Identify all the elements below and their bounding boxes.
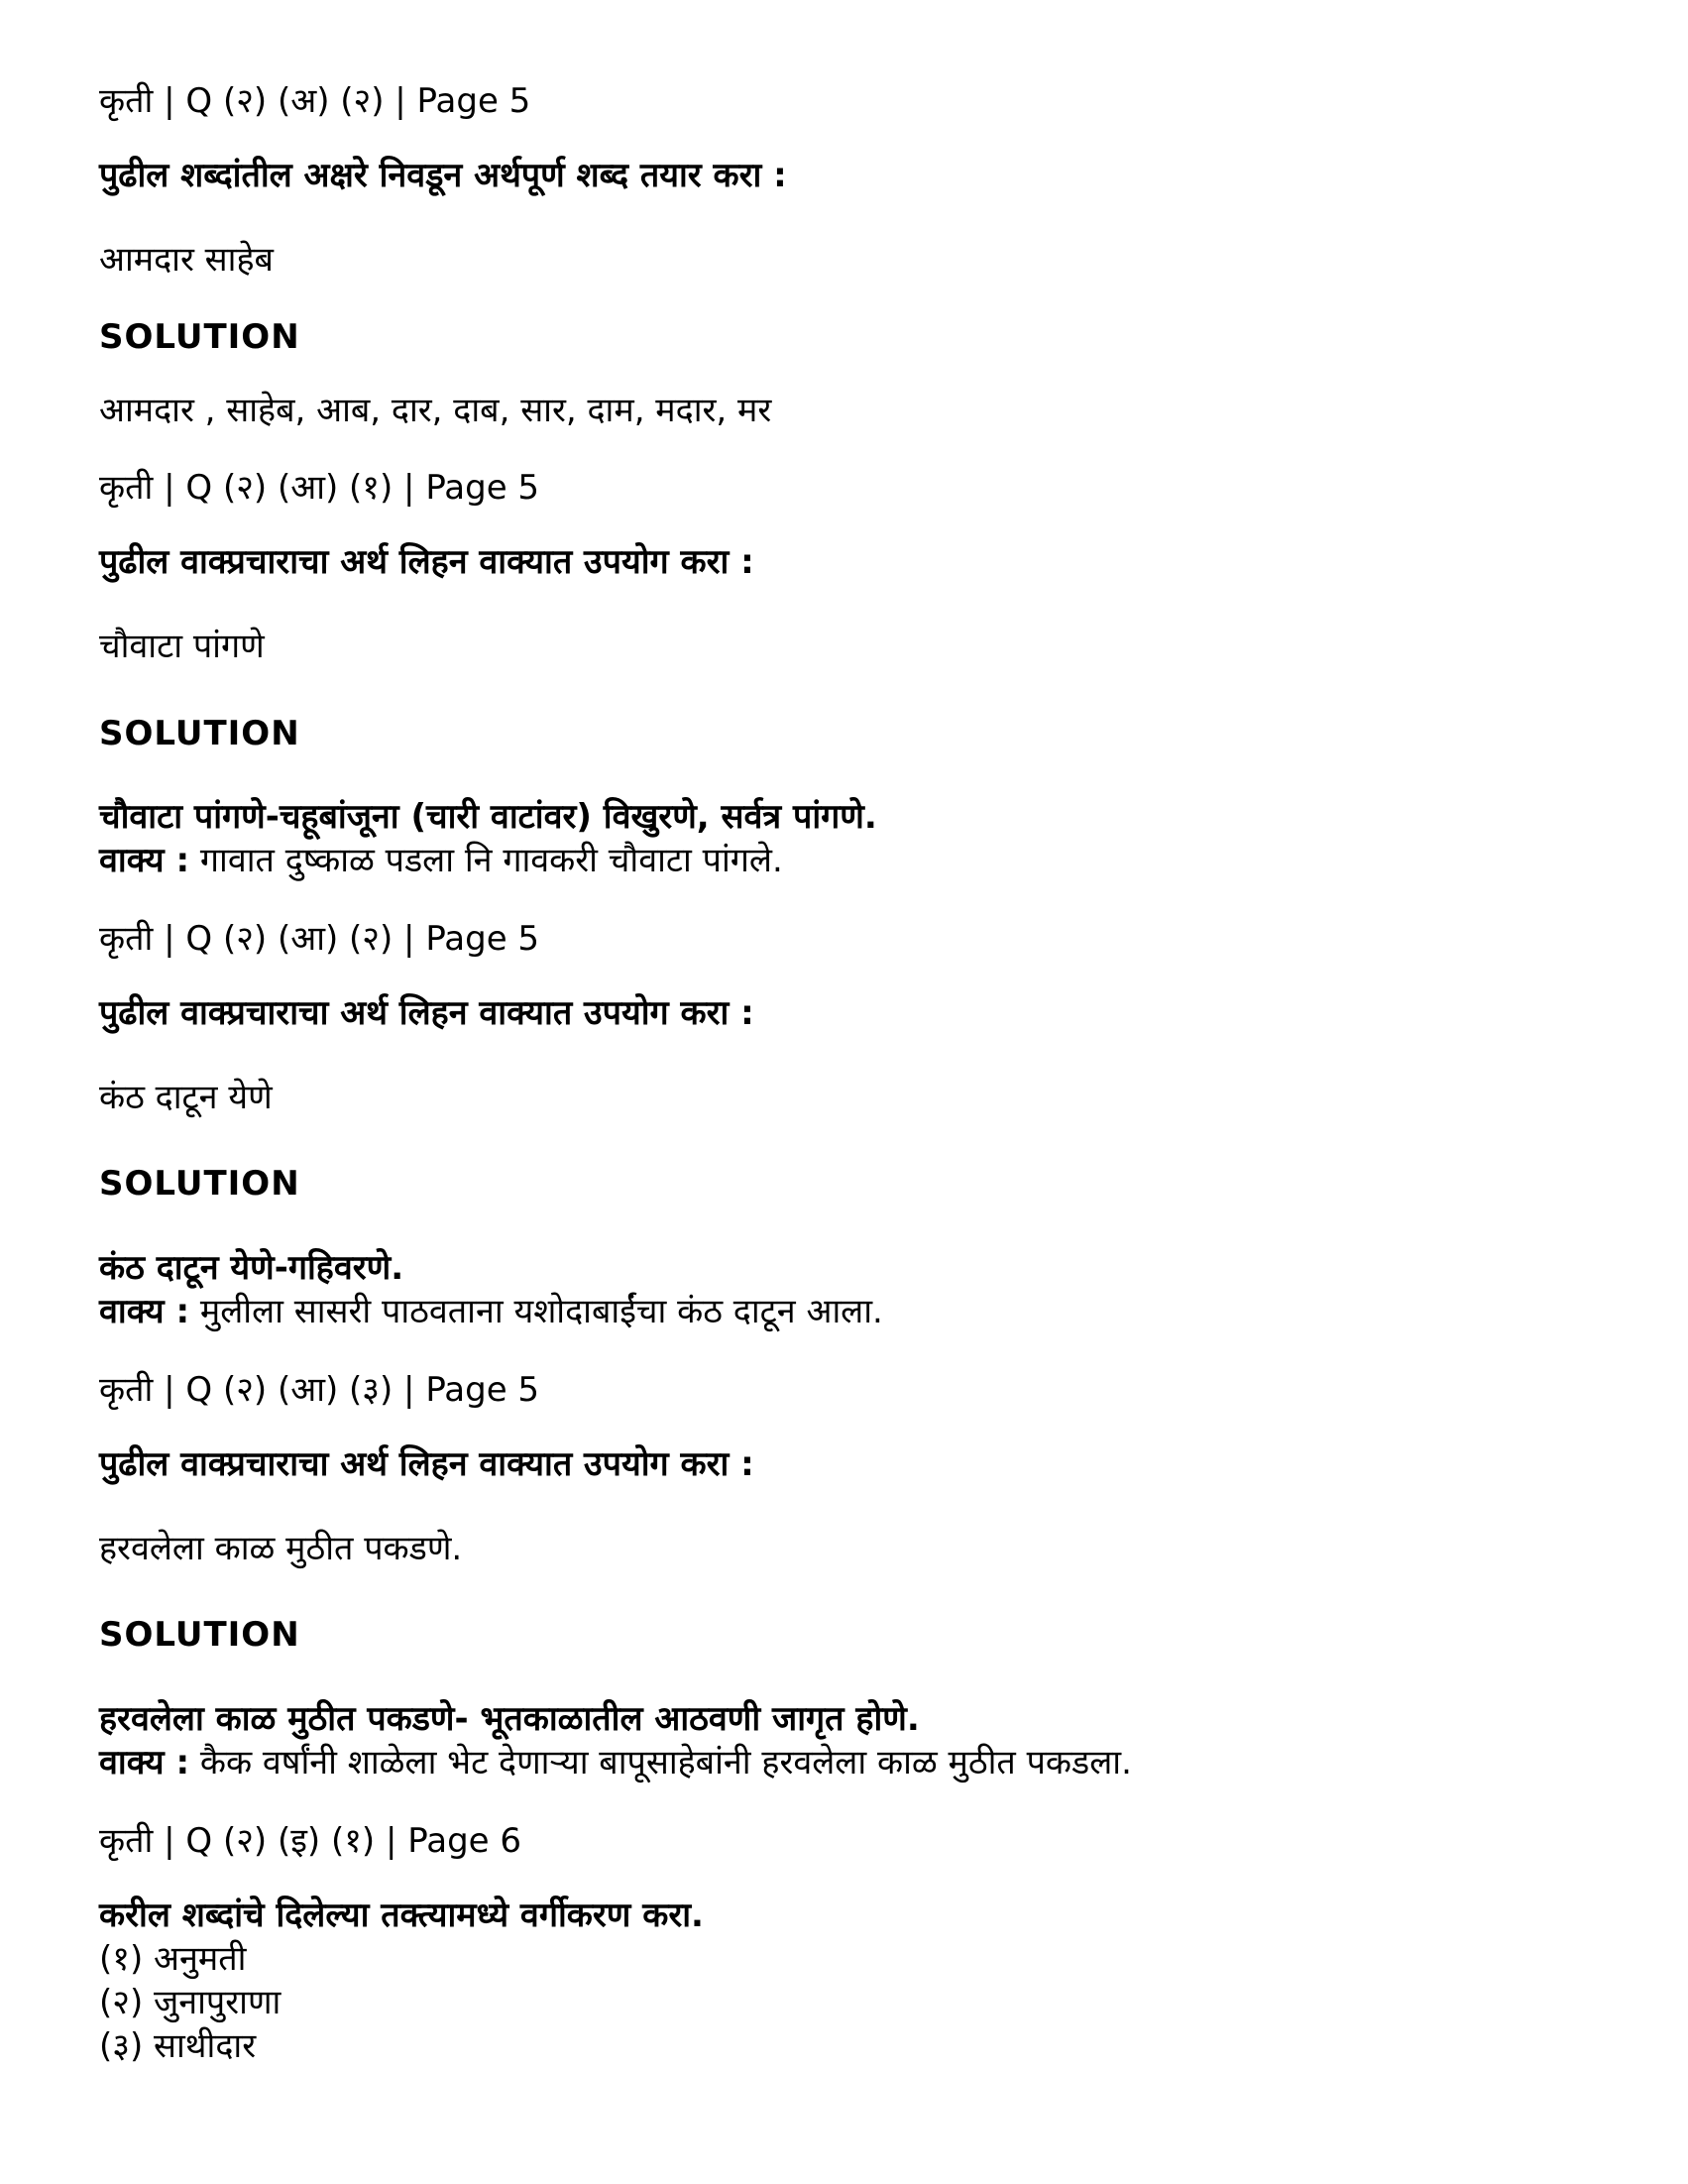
solution-label: SOLUTION bbox=[99, 714, 300, 753]
question-given: आमदार साहेब bbox=[99, 240, 274, 280]
question-prompt: पुढील वाक्प्रचाराचा अर्थ लिहन वाक्यात उपयोग करा : bbox=[99, 1444, 754, 1484]
question-given: चौवाटा पांगणे bbox=[99, 627, 265, 666]
list-item: (१) अनुमती bbox=[99, 1939, 247, 1979]
question-given: हरवलेला काळ मुठीत पकडणे. bbox=[99, 1529, 463, 1568]
solution-sentence bbox=[99, 839, 783, 882]
question-meta: कृती | Q (२) (अ) (२) | Page 5 bbox=[99, 81, 531, 121]
sentence-label: वाक्य : bbox=[99, 1292, 190, 1331]
solution-meaning: हरवलेला काळ मुठीत पकडणे- भूतकाळातील आठवणी जागृत होणे. bbox=[99, 1699, 920, 1739]
question-meta: कृती | Q (२) (आ) (१) | Page 5 bbox=[99, 468, 540, 508]
question-meta: कृती | Q (२) (इ) (१) | Page 6 bbox=[99, 1821, 522, 1861]
solution-label: SOLUTION bbox=[99, 317, 300, 357]
solution-answer: आमदार , साहेब, आब, दार, दाब, सार, दाम, मदार, मर bbox=[99, 391, 772, 430]
sentence-text: मुलीला सासरी पाठवताना यशोदाबाईंचा कंठ दाटून आला. bbox=[199, 1292, 883, 1331]
sentence-text: गावात दुष्काळ पडला नि गावकरी चौवाटा पांगले. bbox=[199, 841, 783, 880]
list-item: (२) जुनापुराणा bbox=[99, 1983, 281, 2022]
sentence-text: कैक वर्षांनी शाळेला भेट देणाऱ्या बापूसाहेबांनी हरवलेला काळ मुठीत पकडला. bbox=[199, 1743, 1132, 1782]
sentence-label: वाक्य : bbox=[99, 841, 190, 880]
question-meta: कृती | Q (२) (आ) (२) | Page 5 bbox=[99, 919, 540, 959]
question-meta: कृती | Q (२) (आ) (३) | Page 5 bbox=[99, 1370, 540, 1410]
question-prompt: पुढील वाक्प्रचाराचा अर्थ लिहन वाक्यात उपयोग करा : bbox=[99, 993, 754, 1033]
solution-sentence bbox=[99, 1290, 883, 1333]
solution-meaning: चौवाटा पांगणे-चहूबांजूना (चारी वाटांवर) विखुरणे, सर्वत्र पांगणे. bbox=[99, 797, 877, 837]
solution-meaning: कंठ दाटून येणे-गहिवरणे. bbox=[99, 1248, 404, 1288]
question-prompt: पुढील शब्दांतील अक्षरे निवडून अर्थपूर्ण शब्द तयार करा : bbox=[99, 156, 787, 195]
solution-sentence bbox=[99, 1741, 1132, 1784]
solution-label: SOLUTION bbox=[99, 1164, 300, 1204]
question-given: कंठ दाटून येणे bbox=[99, 1078, 273, 1117]
sentence-label: वाक्य : bbox=[99, 1743, 190, 1782]
question-prompt: पुढील वाक्प्रचाराचा अर्थ लिहन वाक्यात उपयोग करा : bbox=[99, 542, 754, 582]
list-item: (३) साथीदार bbox=[99, 2026, 257, 2066]
solution-label: SOLUTION bbox=[99, 1615, 300, 1655]
question-prompt: करील शब्दांचे दिलेल्या तक्त्यामध्ये वर्गीकरण करा. bbox=[99, 1896, 704, 1935]
